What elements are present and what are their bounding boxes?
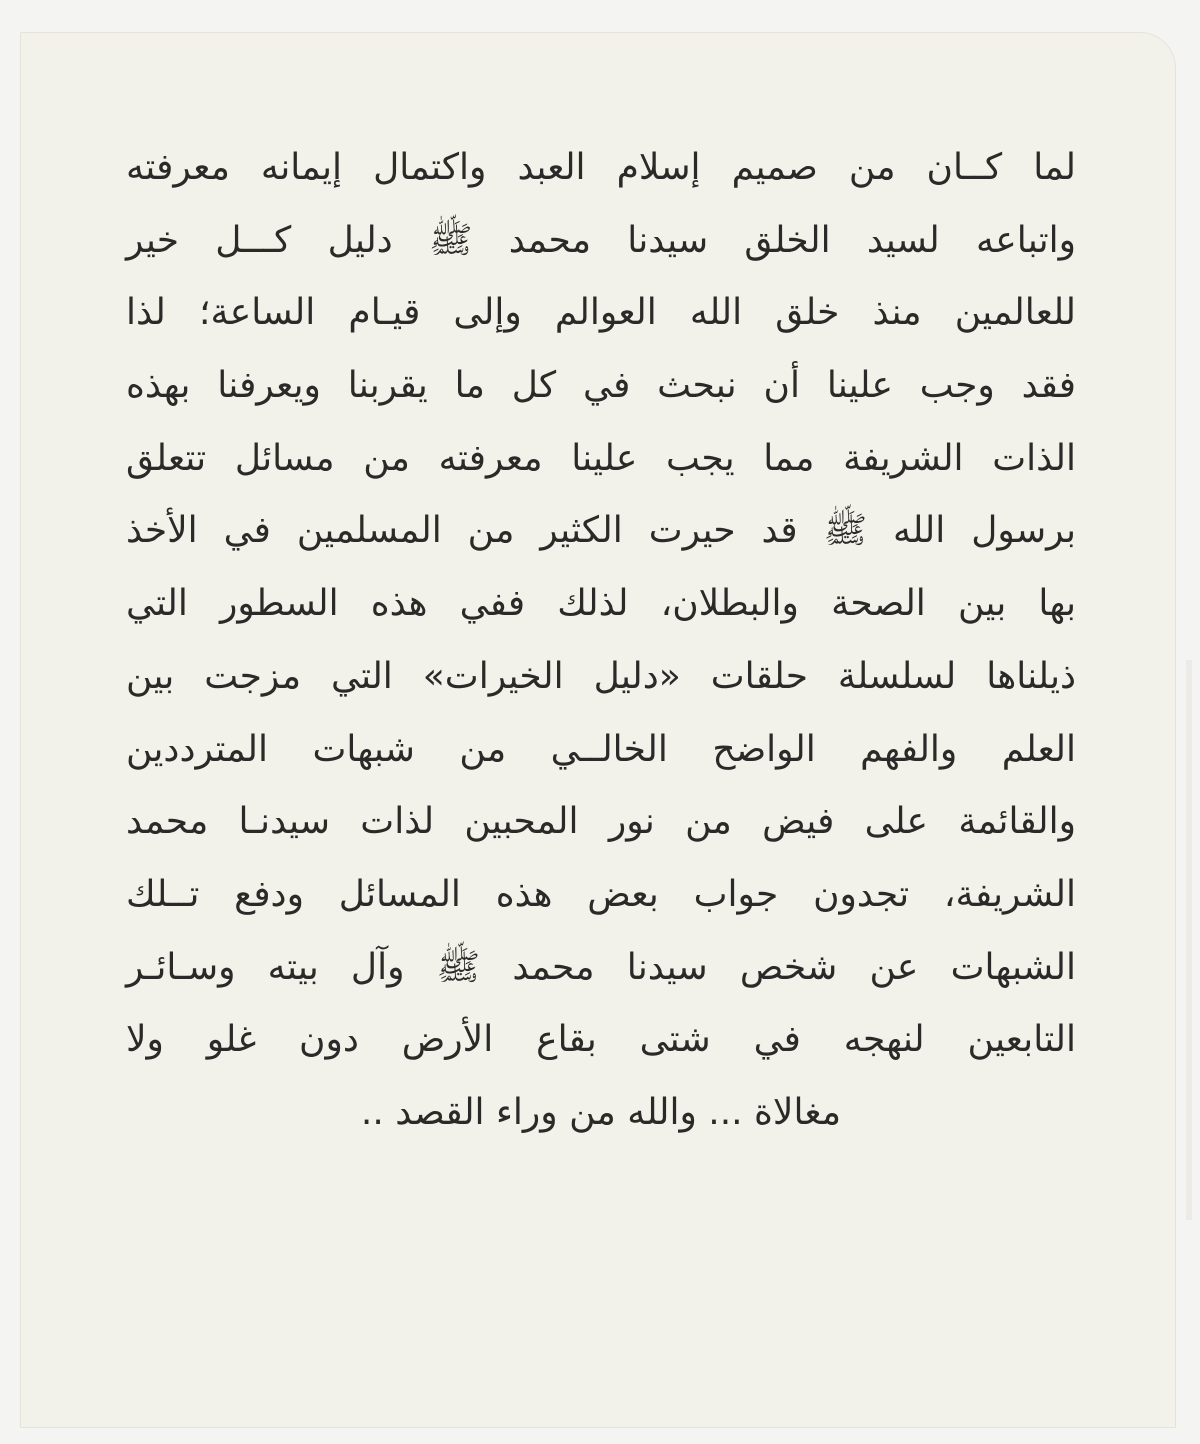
text-line-5: الذات الشريفة مما يجب علينا معرفته من مسائل تتعلق: [126, 437, 1076, 479]
text-line-8: ذيلناها لسلسلة حلقات «دليل الخيرات» التي مزجت بين: [126, 655, 1076, 697]
text-line-14: مغالاة ... والله من وراء القصد ..: [360, 1091, 842, 1133]
text-line-7: بها بين الصحة والبطلان، لذلك ففي هذه السطور التي: [126, 583, 1076, 625]
text-line-1: لما كــان من صميم إسلام العبد واكتمال إيمانه معرفته: [126, 147, 1076, 188]
text-line-2: واتباعه لسيد الخلق سيدنا محمد ﷺ دليل كـــل خير: [126, 219, 1076, 261]
text-line-13: التابعين لنهجه في شتى بقاع الأرض دون غلو ولا: [126, 1019, 1076, 1061]
text-line-4: فقد وجب علينا أن نبحث في كل ما يقربنا ويعرفنا بهذه: [126, 365, 1076, 407]
text-line-3: للعالمين منذ خلق الله العوالم وإلى قيـام الساعة؛ لذا: [126, 292, 1076, 334]
page-body-text: [126, 132, 1076, 1150]
text-line-6: برسول الله ﷺ قد حيرت الكثير من المسلمين في الأخذ: [126, 510, 1076, 552]
text-line-12: الشبهات عن شخص سيدنا محمد ﷺ وآل بيته وسـائـر: [126, 946, 1076, 988]
text-line-10: والقائمة على فيض من نور المحبين لذات سيدنـا محمد: [126, 801, 1076, 843]
text-line-11: الشريفة، تجدون جواب بعض هذه المسائل ودفع تــلك: [126, 873, 1076, 915]
page-edge: [1186, 660, 1192, 1220]
text-line-9: العلم والفهم الواضح الخالــي من شبهات المترددين: [126, 728, 1076, 770]
